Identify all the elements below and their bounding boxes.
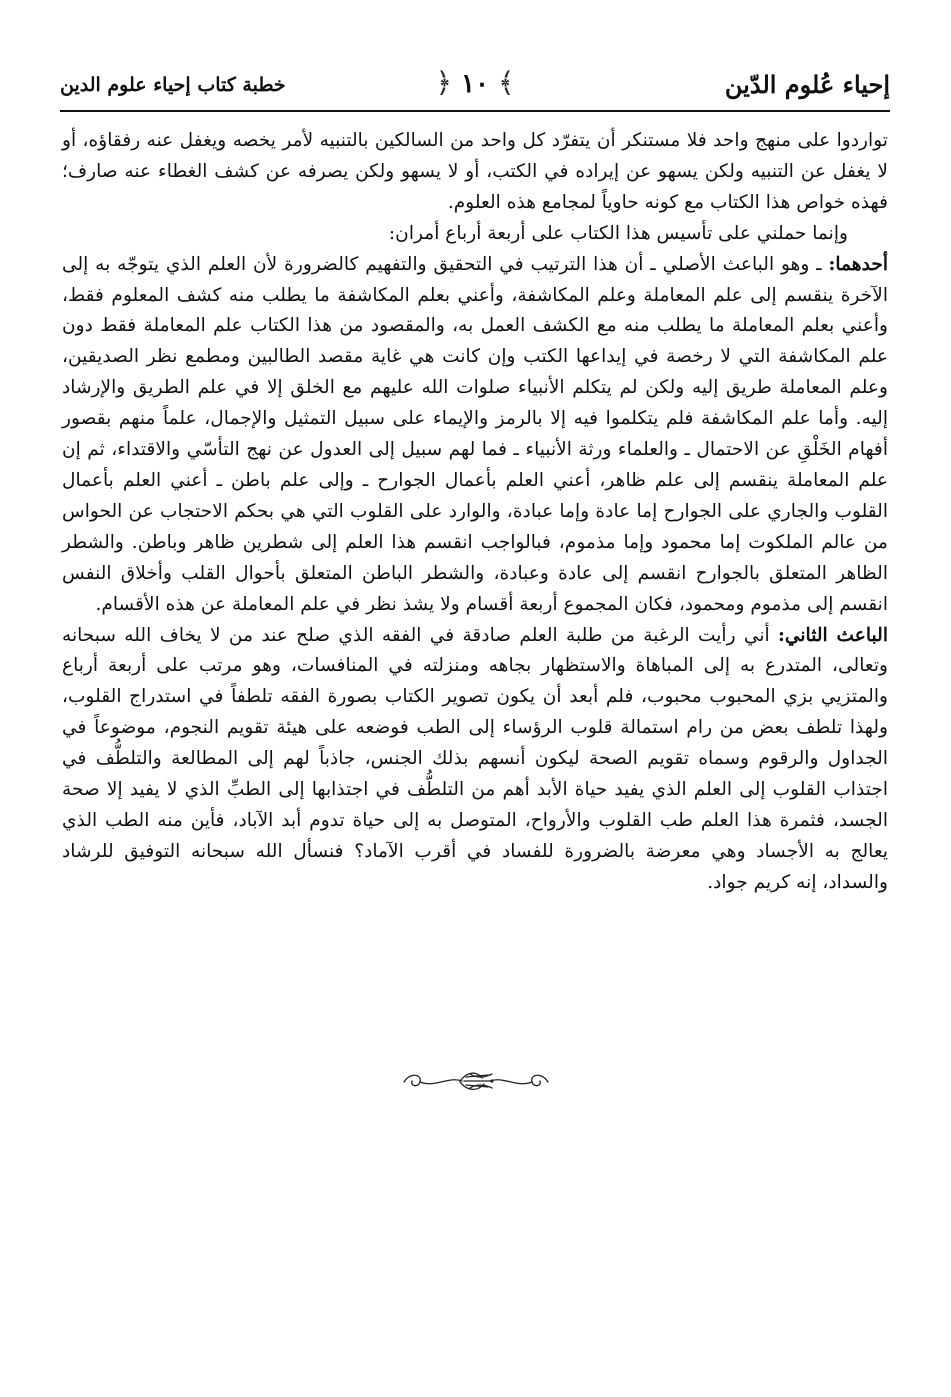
- left-brace-ornament-icon: ﴿: [435, 66, 452, 99]
- main-text: [62, 126, 888, 899]
- floral-divider-icon: [396, 1066, 556, 1096]
- header-divider: [60, 110, 890, 112]
- page-header: [60, 62, 890, 108]
- page-number-value: ١٠: [461, 69, 489, 99]
- paragraph-3-lead: أحدهما:: [828, 253, 888, 275]
- page-number: [436, 66, 515, 99]
- paragraph-4: [62, 621, 888, 899]
- book-title: إحياء عُلوم الدّين: [724, 70, 890, 99]
- paragraph-3: [62, 250, 888, 621]
- paragraph-3-text: ـ وهو الباعث الأصلي ـ أن هذا الترتيب في التحقيق والتفهيم كالضرورة لأن العلم الذي يتوجّه به إلى الآخرة ينقسم إلى علم المعاملة وعلم المكاشفة، وأعني بعلم المكاشفة ما يطلب منه كشف المعلوم فقط، وأعني بعلم المعاملة ما يطلب منه مع الكشف العمل به، والمقصود من هذا الكتاب علم المعاملة فقط دون علم المكاشفة التي لا رخصة في إيداعها الكتب وإن كانت هي غاية مقصد الطالبين ومطمع نظر الصديقين، وعلم المعاملة طريق إليه ولكن لم يتكلم الأنبياء صلوات الله عليهم مع الخلق إلا في علم الطريق والإرشاد إليه. وأما علم المكاشفة فلم يتكلموا فيه إلا بالرمز والإيماء على سبيل التمثيل والإجمال، علماً منهم بقصور أفهام الخَلْقِ عن الاحتمال ـ والعلماء ورثة الأنبياء ـ فما لهم سبيل إلى العدول عن نهج التأسّي والاقتداء، ثم إن علم المعاملة ينقسم إلى علم ظاهر، أعني العلم بأعمال الجوارح ـ وإلى علم باطن ـ أعني العلم بأعمال القلوب والجاري على الجوارح إما عادة وإما عبادة، والوارد على القلوب التي هي بحكم الاحتجاب عن الحواس من عالم الملكوت إما محمود وإما مذموم، فبالواجب انقسم هذا العلم إلى شطرين ظاهر وباطن. والشطر الظاهر المتعلق بالجوارح انقسم إلى عادة وعبادة، والشطر الباطن المتعلق بأحوال القلب وأخلاق النفس انقسم إلى مذموم ومحمود، فكان المجموع أربعة أقسام ولا يشذ نظر في علم المعاملة عن هذه الأقسام.: [62, 253, 888, 615]
- paragraph-4-text: أني رأيت الرغبة من طلبة العلم صادقة في الفقه الذي صلح عند من لا يخاف الله سبحانه وتعالى، المتدرع به إلى المباهاة والاستظهار بجاهه ومنزلته في المنافسات، وهو مرتب على أربعة أرباع والمتزيي بزي المحبوب محبوب، فلم أبعد أن يكون تصوير الكتاب بصورة الفقه تلطفاً في استدراج القلوب، ولهذا تلطف بعض من رام استمالة قلوب الرؤساء إلى الطب فوضعه على هيئة تقويم النجوم، موضوعاً في الجداول والرقوم وسماه تقويم الصحة ليكون أنسهم بذلك الجنس، جاذباً لهم إلى المطالعة والتلطُّف في اجتذاب القلوب إلى العلم الذي يفيد حياة الأبد أهم من التلطُّف في اجتذابها إلى الطبِّ الذي لا يفيد إلا صحة الجسد، فثمرة هذا العلم طب القلوب والأرواح، المتوصل به إلى حياة تدوم أبد الآباد، فأين منه الطب الذي يعالج به الأجساد وهي معرضة بالضرورة للفساد في أقرب الآماد؟ فنسأل الله سبحانه التوفيق للرشاد والسداد، إنه كريم جواد.: [62, 624, 888, 893]
- paragraph-4-lead: الباعث الثاني:: [778, 624, 888, 646]
- paragraph-2: وإنما حملني على تأسيس هذا الكتاب على أربعة أرباع أمران:: [388, 222, 848, 244]
- right-brace-ornament-icon: ﴾: [498, 66, 515, 99]
- paragraph-1: تواردوا على منهج واحد فلا مستنكر أن يتفرّد كل واحد من السالكين بالتنبيه لأمر يخصه ويغفل عنه رفقاؤه، أو لا يغفل عن التنبيه ولكن يسهو عن إيراده في الكتب، أو لا يسهو ولكن يصرفه عن كشف الغطاء عنه صارف؛ فهذه خواص هذا الكتاب مع كونه حاوياً لمجامع هذه العلوم.: [62, 130, 888, 213]
- section-title: خطبة كتاب إحياء علوم الدين: [60, 74, 286, 96]
